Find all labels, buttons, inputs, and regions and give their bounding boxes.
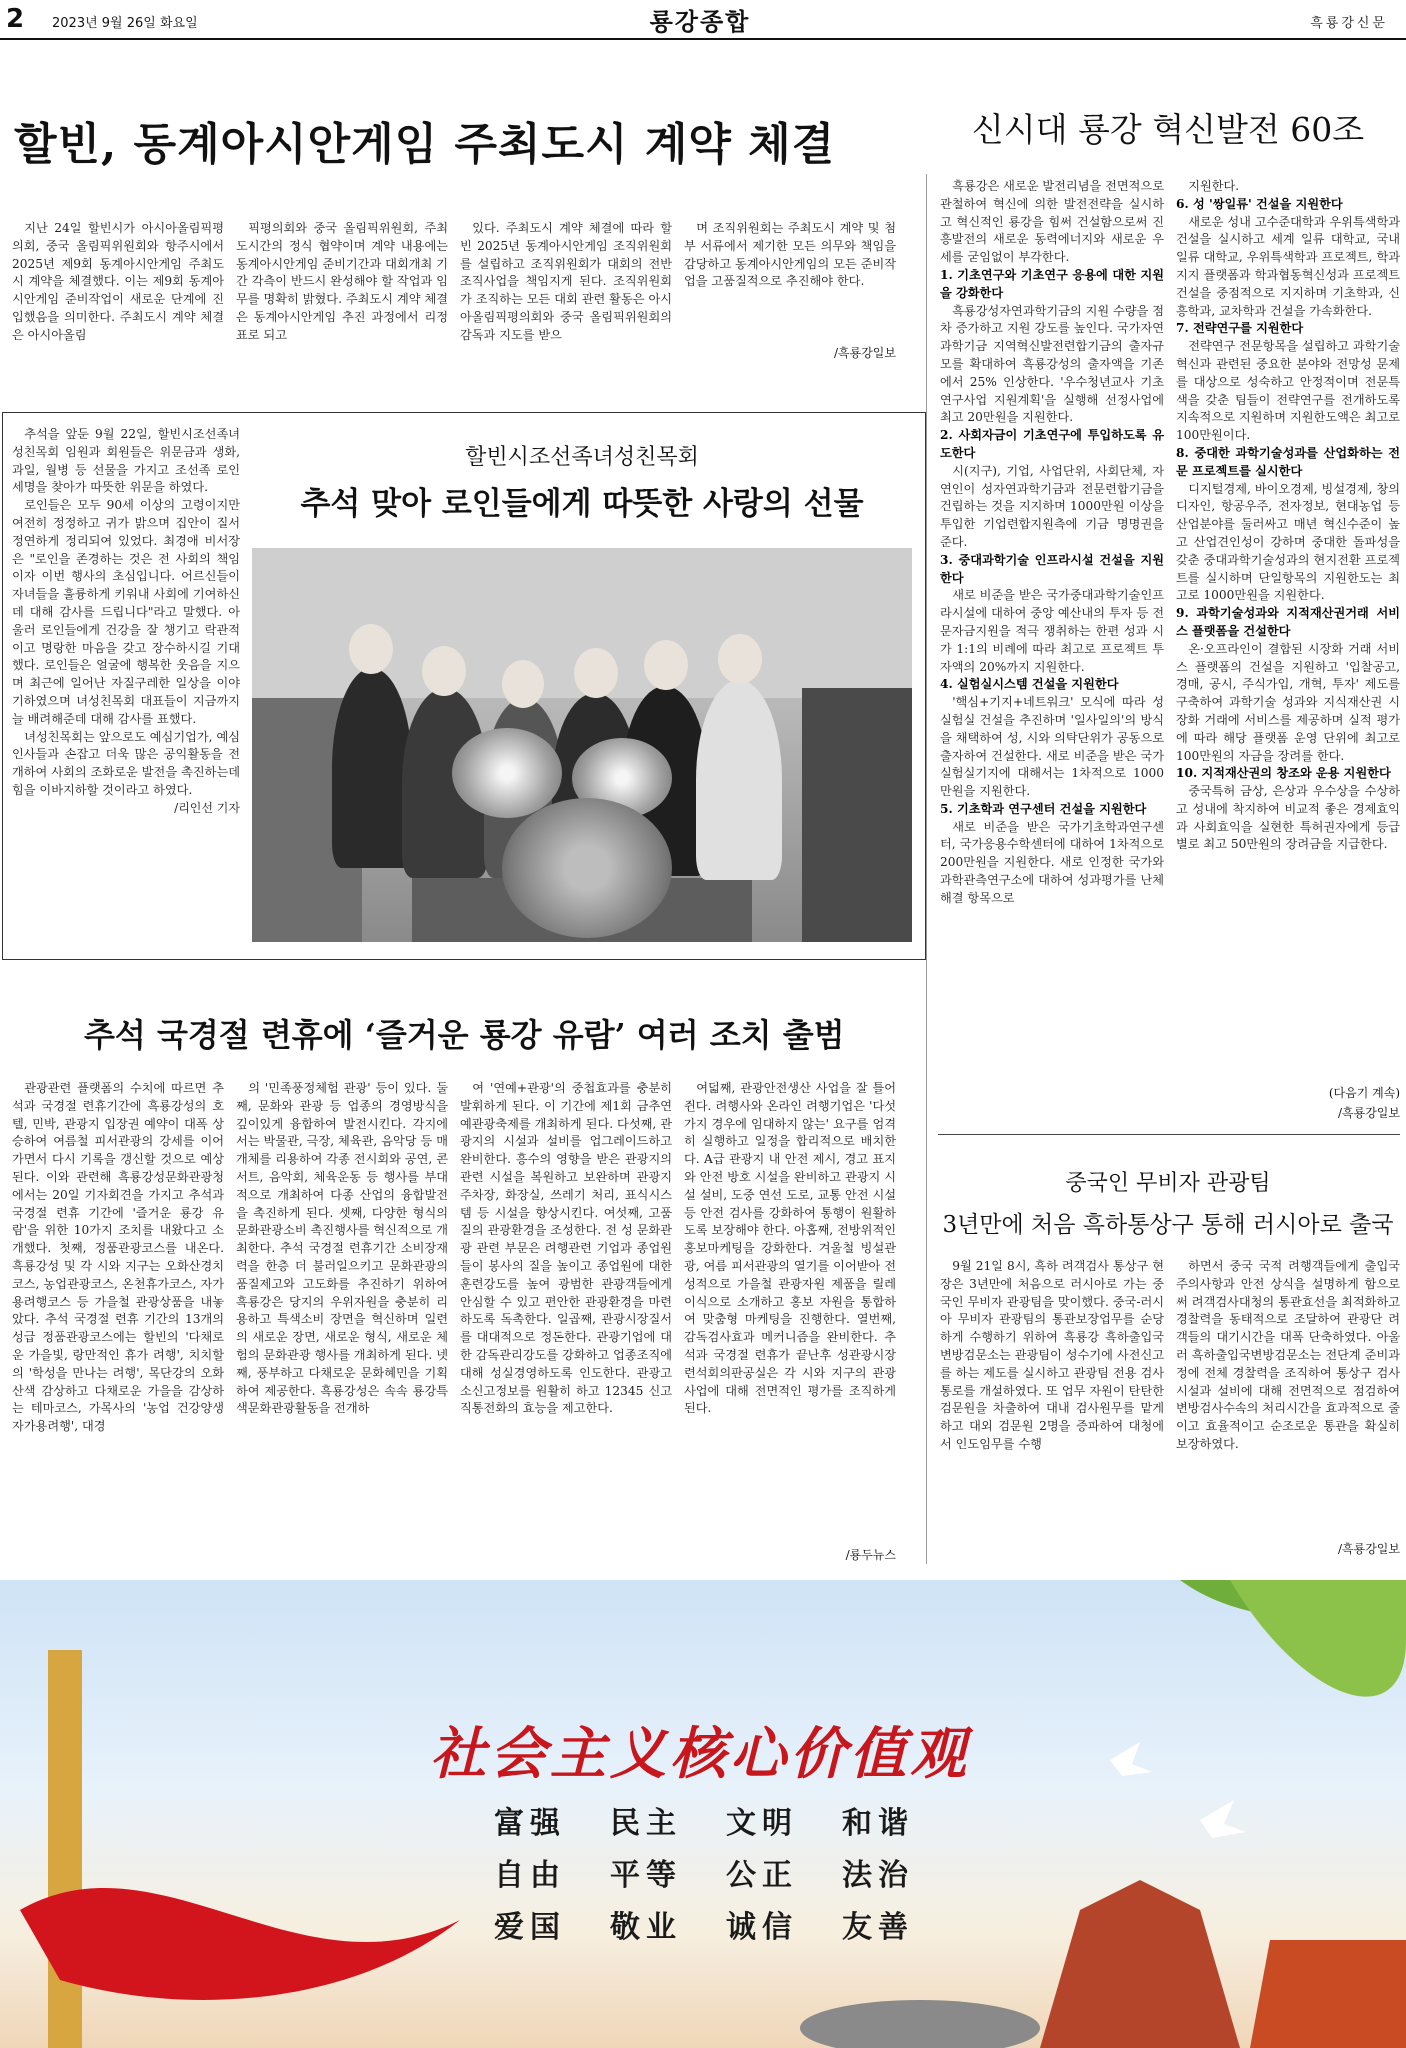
huabiao-pillar xyxy=(48,1650,82,2048)
issue-date: 2023년 9월 26일 화요일 xyxy=(52,16,198,31)
article-column: 9월 21일 8시, 흑하 려객검사 통상구 현장은 3년만에 처음으로 러시아로 가는 중국인 무비자 관광팀을 맞이했다. 중국-러시아 무비자 관광팀의 통관보장업무를 순당하게 수행하기 위하여 흑룡강 흑하출입국변방검문소는 관광팀이 성수기에 사전신고를 하는 제도를 실시하고 관광팀 전용 검사통로를 개설하였다. 또 업무 자원이 탄탄한 검문원을 차출하여 대내 검사원무를 맡게 하고 대외 검문원 2명을 증파하여 대청에서 인도임무를 수행 xyxy=(940,1259,1164,1451)
article-column: 의 '민족풍정체험 관광' 등이 있다. 둘째, 문화와 관광 등 업종의 경영방식을 깊이있게 융합하여 발전시킨다. 각지에서는 박물관, 극장, 체육관, 음악당 등 매개체를 리용하여 각종 전시회와 공연, 콘서트, 음악회, 체육운동 등 행사를 부대적으로 개최하여 다종 산업의 융합발전을 촉진하게 된다. 셋째, 다양한 형식의 문화관광소비 촉진행사를 혁신적으로 개최한다. 추석 국경절 련휴기간 소비장재력을 한층 더 불러일으키고 문화관광의 품질제고와 고도화를 추진하기 위하여 흑룡강은 당지의 우위자원을 충분히 리용하고 특색소비 장면을 혁신하며 일련의 새로운 장면, 새로운 형식, 새로운 체험의 문화관광 행사를 개최하게 된다. 넷째, 풍부하고 다채로운 문화혜민을 기획하여 제공한다. 흑룡강성은 속속 룡강특색문화관광활동을 전개하 xyxy=(236,1081,448,1416)
values-row xyxy=(494,1902,914,1946)
core-value: 民主 xyxy=(610,1806,682,1841)
paragraph: 흑룡강은 새로운 발전리념을 전면적으로 관철하여 혁신에 의한 발전전략을 실시하고 혁신적인 룡강을 힘써 건설함으로써 진흥발전의 새로운 동력에너지와 새로운 우세를 굳임없이 부각한다. xyxy=(940,179,1164,265)
values-row xyxy=(494,1850,914,1894)
core-value: 敬业 xyxy=(610,1910,682,1945)
core-values-banner xyxy=(0,1580,1406,2048)
paragraph: 지원한다. xyxy=(1188,179,1240,193)
article-column xyxy=(1176,178,1400,1078)
person-face xyxy=(349,624,393,674)
person-figure xyxy=(332,668,412,868)
paragraph: 흑룡강성자연과학기금의 지원 수량을 점차 증가하고 지원 강도를 높인다. 국가자연과학기금 지역혁신발전련합기금의 출자규모를 확대하여 흑룡강성의 출자액을 기존에서 25% 인상한다. '우수청년교사 기초연구사업 지원계획'을 실행해 선정사업에 최고 20만원을 지원한다. xyxy=(940,303,1164,425)
paragraph: 새로 비준을 받은 국가기초학과연구센터, 국가응용수학센터에 대하여 1차적으로 200만원을 지원한다. 새로 인정한 국가와과학관측연구소에 대하여 성과평가를 난체해결 항목으로 xyxy=(940,819,1164,905)
article-headline: 추석 맞아 로인들에게 따뜻한 사랑의 선물 xyxy=(300,486,864,522)
subheading: 8. 중대한 과학기술성과를 산업화하는 전문 프로젝트를 실시한다 xyxy=(1176,445,1400,478)
article-column: 며 조직위원회는 주최도시 계약 및 첨부 서류에서 제기한 모든 의무와 책임을 감당하고 동계아시안게임의 모든 준비작업을 고품질적으로 추진해야 한다. xyxy=(684,221,896,289)
article-headline: 신시대 룡강 혁신발전 60조 xyxy=(971,110,1365,149)
person-face xyxy=(502,660,544,708)
core-value: 自由 xyxy=(494,1858,566,1893)
core-value: 法治 xyxy=(842,1858,914,1893)
subheading: 4. 실험실시스템 건설을 지원한다 xyxy=(940,677,1119,692)
article-byline: /흑룡강일보 xyxy=(1337,1542,1400,1556)
subheading: 2. 사회자금이 기초연구에 투입하도록 유도한다 xyxy=(940,428,1164,460)
article-continued: (다음기 계속) xyxy=(1328,1086,1400,1100)
paragraph: 새로운 성내 고수준대학과 우위특색학과 건설을 실시하고 세계 일류 대학교, 국내 일류 대학교, 우위특색학과 프로젝트, 학과지지 플랫폼과 학과협동혁신성과 프로젝트 건설을 중점적으로 지지하며 기초학과, 신흥학과, 교차학과 건설을 가속화한다. xyxy=(1176,214,1400,318)
core-value: 和谐 xyxy=(842,1806,914,1841)
article-column xyxy=(940,178,1164,1120)
core-value: 爱国 xyxy=(494,1910,566,1945)
subheading: 10. 지적재산권의 창조와 운용 지원한다 xyxy=(1176,766,1391,781)
paper-name: 흑룡강신문 xyxy=(1310,16,1388,31)
article-kicker: 중국인 무비자 관광팀 xyxy=(1065,1171,1271,1196)
section-rule xyxy=(938,1134,1400,1135)
article-byline: /흑룡강일보 xyxy=(833,346,896,360)
dove-icon xyxy=(1200,1800,1246,1838)
article-body: 추석을 앞둔 9월 22일, 할빈시조선족녀성친목회 임원과 회원들은 위문금과 생화, 과일, 월병 등 선물을 가지고 조선족 로인 세명을 찾아가 따뜻한 위문을 하였다. 로인들은 모두 90세 이상의 고령이지만 여전히 정정하고 귀가 밝으며 집안이 질서정연하게 정리되여 있었다. 최경애 비서장은 "로인을 존경하는 것은 전 사회의 책임이자 이번 행사의 초심입니다. 어르신들이 자녀들을 훌륭하게 키워내 사회에 기여하신데 대해 감사를 드립니다"라고 말했다. 아울러 로인들에게 건강을 잘 챙기고 락관적이고 명랑한 마음을 갖고 장수하시길 기대했다. 로인들은 얼굴에 행복한 웃음을 지으며 최근에 일어난 자질구레한 일상을 이야기하였으며 녀성친목회 대표들이 지금까지 늘 배려해준데 대해 감사를 표했다. 녀성친목회는 앞으로도 예심기업가, 예심인사들과 손잡고 더욱 많은 공익활동을 전개하여 사회의 조화로운 발전을 촉진하는데 힘을 이바지하할 것이라고 하였다. /리인선 기자 xyxy=(12,426,240,946)
core-value: 诚信 xyxy=(726,1910,798,1945)
paragraph: 중국특허 금상, 은상과 우수상을 수상하고 성내에 착지하여 비교적 좋은 경제효익과 사회효익을 실현한 특허권자에게 등급별로 최고 50만원의 장려금을 지급한다. xyxy=(1176,784,1400,852)
banner-title: 社会主义核心价值观 xyxy=(430,1721,970,1787)
paragraph: 디지털경제, 바이오경제, 빙설경제, 창의디자인, 항공우주, 전자정보, 현대농업 등 산업분야를 둘러싸고 매년 혁신수준이 높고 산업견인성이 강하며 중대한 돌파성을 갖춘 중대과학기술성과의 현지전환 프로젝트를 실시하며 단일항목의 지원한도는 최고로 1000만원을 지원한다. xyxy=(1176,481,1400,603)
tree-leaves xyxy=(1230,1580,1406,1697)
core-value: 富强 xyxy=(494,1806,566,1841)
photo-bench xyxy=(802,688,912,942)
article-headline: 할빈, 동계아시안게임 주최도시 계약 체결 xyxy=(14,119,836,170)
values-row xyxy=(494,1798,914,1842)
page-number: 2 xyxy=(6,4,25,34)
red-ribbon xyxy=(20,1888,460,2000)
subheading: 3. 중대과학기술 인프라시설 건설을 지원한다 xyxy=(940,552,1164,585)
section-title: 룡강종합 xyxy=(649,8,751,36)
pavilion-silhouette xyxy=(1250,1940,1406,2048)
person-face xyxy=(574,648,618,698)
article-kicker: 할빈시조선족녀성친목회 xyxy=(465,445,699,470)
paragraph: 새로 비준을 받은 국가중대과학기술인프라시설에 대하여 중앙 예산내의 투자 등 전문자금지원을 적극 쟁취하는 한편 성과 시가 1:1의 비례에 따라 최고로 프로젝트 투자액의 20%까지 지원한다. xyxy=(940,588,1164,674)
paragraph: 전략연구 전문항목을 설립하고 과학기술혁신과 관련된 중요한 분야와 전망성 문제를 대상으로 성숙하고 안정적이며 전문특색을 갖춘 팀들이 전략연구를 전개하도록 지속적으로 지원하며 지원한도액은 최고로 100만원이다. xyxy=(1176,339,1400,443)
core-value: 平等 xyxy=(610,1858,682,1893)
article-column: 픽평의회와 중국 올림픽위원회, 주최도시간의 정식 협약이며 계약 내용에는 동계아시안게임 준비기간과 대회개최 기간 각측이 반드시 완성해야 할 작업과 임무를 명확히 밝혔다. 주최도시 계약 체결은 동계아시안게임 추진 과정에서 리정표로 되고 xyxy=(236,221,448,342)
article-byline: /리인선 기자 xyxy=(174,800,240,815)
paragraph: '핵심+기지+네트워크' 모식에 따라 성실험실 건설을 추진하며 '일사일의'의 방식을 채택하여 성, 시와 의탁단위가 공동으로 출자하여 건설한다. 새로 비준을 받은 국가실험실기지에 대해서는 1차적으로 1000만원을 지원한다. xyxy=(940,695,1164,799)
article-column: 있다. 주최도시 계약 체결에 따라 할빈 2025년 동계아시안게임 조직위원회를 설립하고 조직위원회가 대회의 전반 조직사업을 책임지게 된다. 조직위원회가 조직하는 모든 대회 관련 활동은 아시아올림픽평의회와 중국 올림픽위원회의 감독과 지도를 받으 xyxy=(460,221,672,342)
subheading: 7. 전략연구를 지원한다 xyxy=(1176,321,1304,336)
flower-bouquet xyxy=(452,728,562,818)
core-values-grid xyxy=(494,1798,914,1954)
person-face xyxy=(644,640,688,690)
subheading: 5. 기초학과 연구센터 건설을 지원한다 xyxy=(940,801,1147,816)
article-column: 여 '연예+관광'의 중첩효과를 충분히 발휘하게 된다. 이 기간에 제1회 금추연예관광축제를 개최하게 된다. 다섯째, 관광지의 시설과 설비를 업그레이드하고 완비한다. 흥수의 영향을 받은 관광지의 관련 시설을 복원하고 보완하며 관광지 주차장, 화장실, 쓰레기 처리, 표식시스템 등 시설을 향상시킨다. 여섯째, 고품질의 관광환경을 조성한다. 전 성 문화관광 관련 부문은 려행관련 기업과 종업원들이 봉사의 질을 높이고 종업원에 대한 훈련강도를 높여 광범한 관광객들에게 안심할 수 있고 편안한 관광환경을 마련하도록 독촉한다. 일곱째, 관광시장질서를 대대적으로 정돈한다. 관광기업에 대한 감독관리강도를 강화하고 업종조직에 대해 성실경영하도록 인도한다. 관광고소신고정보를 원활히 하고 12345 신고직통전화의 효능을 제고한다. xyxy=(460,1081,672,1416)
person-face xyxy=(422,646,466,696)
article-headline: 3년만에 처음 흑하통상구 통해 러시아로 출국 xyxy=(942,1212,1394,1238)
paragraph: 온·오프라인이 결합된 시장화 거래 서비스 플랫폼의 건설을 지원하고 '입찰공고, 경매, 공시, 주식가입, 개혁, 투자' 제도를 구축하여 과학기술 성과와 지식재산권 시장화 거래에 서비스를 제공하며 실적 평가에 따라 해당 플랫폼 운영 단위에 최고로 100만원의 자금을 장려를 한다. xyxy=(1176,641,1400,763)
photo-volunteers-with-elders xyxy=(252,548,912,942)
person-figure xyxy=(696,680,782,880)
dove-icon xyxy=(1110,1742,1152,1776)
article-byline: /흑룡강일보 xyxy=(1337,1106,1400,1120)
article-column: 지난 24일 할빈시가 아시아올림픽평의회, 중국 올림픽위원회와 항주시에서 2025년 제9회 동계아시안게임 주최도시 계약을 체결했다. 이는 제9회 동계아시안게임 준비작업이 새로운 단계에 진입했음을 의미한다. 주최도시 계약 체결은 아시아올림 xyxy=(12,221,224,342)
article-column: 관광관련 플랫폼의 수치에 따르면 추석과 국경절 련휴기간에 흑룡강성의 호텔, 민박, 관광지 입장권 예약이 대폭 상승하여 여름철 피서관광의 강세를 이어가면서 다시 기록을 갱신할 것으로 예상된다. 이와 관련해 흑룡강성문화관광청에서는 20일 기자회견을 가지고 추석과 국경절 련휴 기간에 '즐거운 룡강 유람'을 위한 10가지 조치를 내왔다고 소개했다. 첫째, 정품관광코스를 내온다. 흑룡강성 및 각 시와 지구는 오화산경치코스, 농업관광코스, 온천휴가코스, 자가용려행코스 등 가을철 관광상품을 내놓았다. 추석 국경절 련휴 기간의 13개의 성급 정품관광코스에는 할빈의 '다채로운 가을빛, 랑만적인 휴가 려행', 치치할의 '학성을 만나는 려행', 목단강의 오화산색 감상하고 다채로운 가을을 감상하는 테마코스, 가목사의 '농업 건강양생 자가용려행', 대경 xyxy=(12,1081,224,1434)
temple-silhouette xyxy=(1040,1880,1240,2048)
article-column: 하면서 중국 국적 려행객들에게 출입국 주의사항과 안전 상식을 설명하게 함으로써 려객검사대청의 통관효선을 최적화하고 경찰력을 동태적으로 조달하여 관광단 려객들의 대기시간을 대폭 단축하였다. 아울러 흑하출입국변방검문소는 전단계 준비과정에 전체 경찰력을 조직하여 통상구 검사시설과 설비에 대해 전면적으로 점검하여 변방검사수속의 처리시간을 효과적으로 줄이고 효율적이고 순조로운 통관을 확실히 보장하였다. xyxy=(1176,1259,1400,1451)
column-divider xyxy=(926,174,927,1564)
subheading: 6. 성 '쌍일류' 건설을 지원한다 xyxy=(1176,196,1343,211)
article-headline: 추석 국경절 련휴에 ‘즐거운 룡강 유람’ 여러 조치 출범 xyxy=(84,1016,845,1054)
core-value: 友善 xyxy=(842,1910,914,1945)
core-value: 文明 xyxy=(726,1806,798,1841)
masthead-rule xyxy=(0,38,1406,40)
person-face xyxy=(718,634,762,684)
subheading: 1. 기초연구와 기초연구 응용에 대한 지원을 강화한다 xyxy=(940,267,1164,300)
gift-basket xyxy=(502,798,672,938)
paragraph: 시(지구), 기업, 사업단위, 사회단체, 자연인이 성자연과학기금과 전문련합기금을 건립하는 것을 지지하며 1000만원 이상을 투입한 기업련합지원측에 기금 명명권을 준다. xyxy=(940,463,1164,549)
stadium-silhouette xyxy=(800,2000,1040,2048)
core-value: 公正 xyxy=(726,1858,798,1893)
article-byline: /룡두뉴스 xyxy=(845,1548,896,1562)
article-column: 여덟째, 관광안전생산 사업을 잘 틀어쥔다. 려행사와 온라인 려행기업은 '다섯가지 경우에 임대하지 않는' 요구를 엄격히 실행하고 일정을 합리적으로 배치한다. A급 관광지 내 안전 제시, 경고 표지와 안전 방호 시설을 완비하고 관광지 시설 설비, 도중 연선 도로, 교통 안전 시설 등 안전 검사를 강화하여 통행이 원활하도록 보장해야 한다. 아홉째, 전방위적인 홍보마케팅을 강화한다. 겨울철 빙설관광, 여름 피서관광의 열기를 이어받아 전성적으로 가을철 관광자원 제품을 릴레이식으로 소개하고 홍보 자원을 통합하여 맞춤형 마케팅을 진행한다. 열번째, 감독검사효과 메커니즘을 완비한다. 추석과 국경절 련휴가 끝난후 성관광시장련석회의판공실은 각 시와 지구의 관광사업에 대해 전면적인 평가를 조직하게 된다. xyxy=(684,1081,896,1416)
subheading: 9. 과학기술성과와 지적재산권거래 서비스 플랫폼을 건설한다 xyxy=(1176,606,1400,638)
